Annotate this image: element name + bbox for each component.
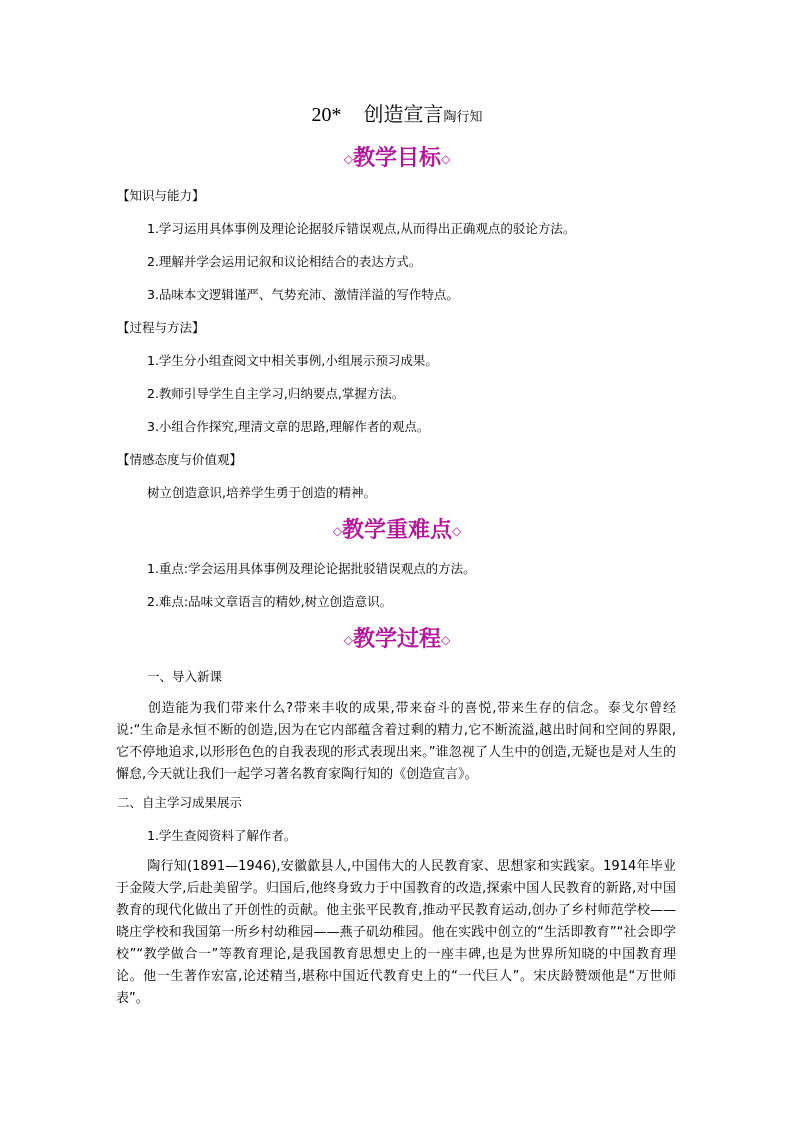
- heading-key-points: [0, 516, 794, 546]
- emotion-item: 树立创造意识,培养学生勇于创造的精神。: [147, 485, 376, 500]
- diamond-right-icon: ◇: [452, 524, 462, 538]
- heading-text: 教学过程: [352, 627, 441, 652]
- category-knowledge: 【知识与能力】: [117, 188, 205, 203]
- heading-text: 教学重难点: [341, 518, 452, 543]
- knowledge-item: 3.品味本文逻辑谨严、气势充沛、激情洋溢的写作特点。: [147, 287, 459, 302]
- diamond-left-icon: ◇: [332, 524, 342, 538]
- diamond-right-icon: ◇: [441, 152, 451, 166]
- key-item: 2.难点:品味文章语言的精妙,树立创造意识。: [147, 594, 393, 609]
- lesson-title: 创造宣言: [363, 102, 444, 126]
- category-emotion: 【情感态度与价值观】: [117, 452, 243, 467]
- diamond-left-icon: ◇: [343, 633, 353, 647]
- heading-teaching-goals: [0, 144, 794, 174]
- process-item: 1.学生分小组查阅文中相关事例,小组展示预习成果。: [147, 353, 438, 368]
- lesson-author: 陶行知: [443, 110, 483, 125]
- lesson-number: 20*: [311, 104, 342, 126]
- diamond-right-icon: ◇: [441, 633, 451, 647]
- author-paragraph: [116, 856, 676, 1010]
- process-item: 2.教师引导学生自主学习,归纳要点,掌握方法。: [147, 386, 405, 401]
- step-heading: 二、自主学习成果展示: [117, 795, 243, 810]
- heading-text: 教学目标: [352, 146, 441, 171]
- knowledge-item: 2.理解并学会运用记叙和议论相结合的表达方式。: [147, 254, 422, 269]
- document-title: [0, 101, 794, 131]
- diamond-left-icon: ◇: [343, 152, 353, 166]
- process-item: 3.小组合作探究,理清文章的思路,理解作者的观点。: [147, 419, 430, 434]
- intro-paragraph: [116, 698, 676, 786]
- step-item: 1.学生查阅资料了解作者。: [147, 828, 297, 843]
- knowledge-item: 1.学习运用具体事例及理论论据驳斥错误观点,从而得出正确观点的驳论方法。: [147, 221, 576, 236]
- heading-teaching-process: [0, 625, 794, 655]
- author-text: 陶行知(1891—1946),安徽歙县人,中国伟大的人民教育家、思想家和实践家。1914年毕业于金陵大学,后赴美留学。归国后,他终身致力于中国教育的改造,探索中国人民教育的新路,对中国教育的现代化做出了开创性的贡献。他主张平民教育,推动平民教育运动,创办了乡村师范学校——晓庄学校和我国第一所乡村幼稚园——燕子矶幼稚园。他在实践中创立的“生活即教育”“社会即学校”“教学做合一”等教育理论,是我国教育思想史上的一座丰碑,也是为世界所知晓的中国教育理论。他一生著作宏富,论述精当,堪称中国近代教育史上的“一代巨人”。宋庆龄赞颂他是“万世师表”。: [116, 859, 676, 1006]
- category-process: 【过程与方法】: [117, 320, 205, 335]
- intro-text: 创造能为我们带来什么?带来丰收的成果,带来奋斗的喜悦,带来生存的信念。泰戈尔曾经说:“生命是永恒不断的创造,因为在它内部蕴含着过剩的精力,它不断流溢,越出时间和空间的界限,它不停地追求,以形形色色的自我表现的形式表现出来。”谁忽视了人生中的创造,无疑也是对人生的懈怠,今天就让我们一起学习著名教育家陶行知的《创造宣言》。: [116, 701, 676, 782]
- key-item: 1.重点:学会运用具体事例及理论论据批驳错误观点的方法。: [147, 561, 476, 576]
- step-heading: 一、导入新课: [147, 669, 223, 684]
